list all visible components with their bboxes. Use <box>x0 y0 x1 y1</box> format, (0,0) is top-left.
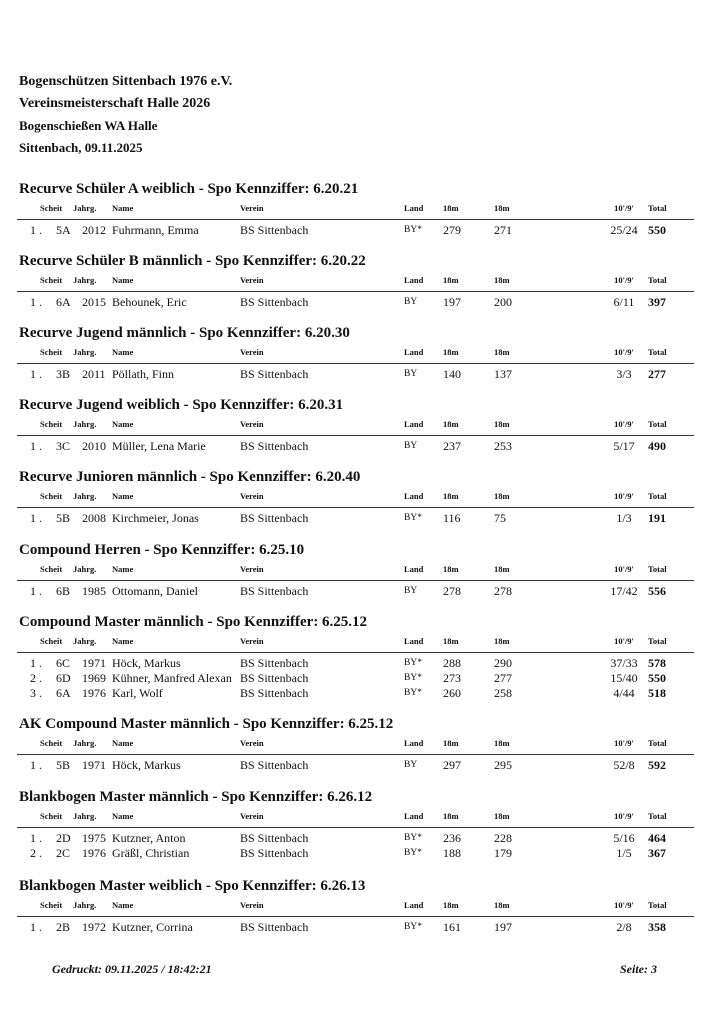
column-header-r2: 18m <box>494 347 510 357</box>
column-header-land: Land <box>404 811 424 821</box>
cell-total: 578 <box>648 656 666 670</box>
cell-total: 592 <box>648 758 666 772</box>
club-name: Bogenschützen Sittenbach 1976 e.V. <box>19 74 233 89</box>
column-header-tens: 10'/9' <box>614 564 634 574</box>
cell-r1: 260 <box>443 686 461 700</box>
cell-r1: 116 <box>443 511 461 525</box>
header-divider <box>17 580 694 581</box>
column-header-jahrg: Jahrg. <box>73 811 97 821</box>
column-header-tens: 10'/9' <box>614 900 634 910</box>
cell-name: Kutzner, Corrina <box>112 920 193 934</box>
section-title: Compound Herren - Spo Kennziffer: 6.25.10 <box>19 542 305 558</box>
cell-tens: 5/17 <box>613 439 635 453</box>
cell-total: 464 <box>648 831 666 845</box>
cell-scheibe: 6C <box>56 656 71 670</box>
header-divider <box>17 219 694 220</box>
cell-verein: BS Sittenbach <box>240 831 309 845</box>
cell-jahrg: 1971 <box>82 656 106 670</box>
table-row <box>0 656 724 671</box>
table-row <box>0 223 724 238</box>
column-header-r1: 18m <box>443 203 459 213</box>
cell-name: Kutzner, Anton <box>112 831 186 845</box>
cell-jahrg: 1976 <box>82 846 106 860</box>
column-header-verein: Verein <box>240 900 264 910</box>
column-header-total: Total <box>648 811 667 821</box>
header-divider <box>17 754 694 755</box>
column-header-scheibe: Scheit <box>40 636 63 646</box>
printed-timestamp: Gedruckt: 09.11.2025 / 18:42:21 <box>52 962 212 976</box>
column-header-r2: 18m <box>494 900 510 910</box>
column-header-r1: 18m <box>443 564 459 574</box>
cell-name: Karl, Wolf <box>112 686 163 700</box>
section-title: Compound Master männlich - Spo Kennziffer: 6.25.12 <box>19 614 368 630</box>
column-header-name: Name <box>112 347 134 357</box>
cell-tens: 25/24 <box>610 223 638 237</box>
cell-jahrg: 1976 <box>82 686 106 700</box>
cell-rank: 2 . <box>30 846 42 860</box>
cell-r2: 271 <box>494 223 512 237</box>
column-header-land: Land <box>404 900 424 910</box>
column-header-total: Total <box>648 347 667 357</box>
discipline-name: Bogenschießen WA Halle <box>19 118 158 133</box>
cell-jahrg: 2012 <box>82 223 106 237</box>
section-title: Recurve Junioren männlich - Spo Kennziffer: 6.20.40 <box>19 469 361 485</box>
column-header-verein: Verein <box>240 491 264 501</box>
cell-jahrg: 1969 <box>82 671 106 685</box>
column-header-land: Land <box>404 636 424 646</box>
cell-jahrg: 1971 <box>82 758 106 772</box>
column-header-r2: 18m <box>494 491 510 501</box>
cell-tens: 5/16 <box>613 831 635 845</box>
cell-scheibe: 6B <box>56 584 71 598</box>
cell-r1: 278 <box>443 584 461 598</box>
cell-scheibe: 5B <box>56 511 71 525</box>
cell-verein: BS Sittenbach <box>240 686 309 700</box>
cell-rank: 1 . <box>30 223 42 237</box>
cell-tens: 1/5 <box>616 846 632 860</box>
column-header-row <box>0 347 724 359</box>
column-header-scheibe: Scheit <box>40 811 63 821</box>
column-header-name: Name <box>112 636 134 646</box>
column-header-r1: 18m <box>443 347 459 357</box>
cell-land: BY <box>404 369 418 379</box>
cell-rank: 3 . <box>30 686 42 700</box>
cell-scheibe: 2C <box>56 846 71 860</box>
header-divider <box>17 827 694 828</box>
cell-r2: 75 <box>494 511 506 525</box>
cell-total: 397 <box>648 295 666 309</box>
column-header-name: Name <box>112 203 134 213</box>
column-header-r1: 18m <box>443 275 459 285</box>
cell-verein: BS Sittenbach <box>240 295 309 309</box>
column-header-row <box>0 491 724 503</box>
column-header-total: Total <box>648 738 667 748</box>
column-header-jahrg: Jahrg. <box>73 738 97 748</box>
cell-name: Müller, Lena Marie <box>112 439 206 453</box>
column-header-r1: 18m <box>443 636 459 646</box>
cell-name: Kühner, Manfred Alexan <box>112 671 232 685</box>
cell-name: Höck, Markus <box>112 656 181 670</box>
cell-rank: 1 . <box>30 367 42 381</box>
header-divider <box>17 291 694 292</box>
column-header-total: Total <box>648 203 667 213</box>
cell-scheibe: 6D <box>56 671 71 685</box>
column-header-row <box>0 811 724 823</box>
column-header-land: Land <box>404 564 424 574</box>
column-header-tens: 10'/9' <box>614 203 634 213</box>
cell-scheibe: 6A <box>56 686 71 700</box>
section-title: Recurve Jugend weiblich - Spo Kennziffer: 6.20.31 <box>19 397 344 413</box>
cell-land: BY <box>404 441 418 451</box>
cell-scheibe: 3C <box>56 439 71 453</box>
cell-tens: 4/44 <box>613 686 635 700</box>
cell-r1: 288 <box>443 656 461 670</box>
page-number: Seite: 3 <box>620 962 657 976</box>
column-header-tens: 10'/9' <box>614 275 634 285</box>
cell-verein: BS Sittenbach <box>240 920 309 934</box>
column-header-tens: 10'/9' <box>614 636 634 646</box>
column-header-r2: 18m <box>494 203 510 213</box>
cell-jahrg: 2015 <box>82 295 106 309</box>
column-header-verein: Verein <box>240 347 264 357</box>
column-header-name: Name <box>112 491 134 501</box>
cell-total: 191 <box>648 511 666 525</box>
cell-r1: 279 <box>443 223 461 237</box>
cell-scheibe: 5B <box>56 758 71 772</box>
cell-r1: 161 <box>443 920 461 934</box>
cell-verein: BS Sittenbach <box>240 367 309 381</box>
column-header-total: Total <box>648 275 667 285</box>
column-header-verein: Verein <box>240 275 264 285</box>
column-header-r2: 18m <box>494 738 510 748</box>
column-header-land: Land <box>404 738 424 748</box>
cell-r2: 228 <box>494 831 512 845</box>
section-title: AK Compound Master männlich - Spo Kennziffer: 6.25.12 <box>19 716 394 732</box>
cell-land: BY <box>404 586 418 596</box>
column-header-scheibe: Scheit <box>40 347 63 357</box>
column-header-verein: Verein <box>240 564 264 574</box>
cell-name: Kirchmeier, Jonas <box>112 511 199 525</box>
cell-rank: 1 . <box>30 831 42 845</box>
table-row <box>0 584 724 599</box>
column-header-r1: 18m <box>443 419 459 429</box>
cell-name: Fuhrmann, Emma <box>112 223 199 237</box>
column-header-jahrg: Jahrg. <box>73 491 97 501</box>
cell-r2: 137 <box>494 367 512 381</box>
column-header-verein: Verein <box>240 636 264 646</box>
column-header-name: Name <box>112 811 134 821</box>
cell-rank: 2 . <box>30 671 42 685</box>
cell-land: BY* <box>404 688 422 698</box>
column-header-r2: 18m <box>494 564 510 574</box>
table-row <box>0 439 724 454</box>
cell-rank: 1 . <box>30 511 42 525</box>
column-header-total: Total <box>648 564 667 574</box>
document-header <box>19 71 232 159</box>
cell-scheibe: 2B <box>56 920 71 934</box>
header-divider <box>17 435 694 436</box>
column-header-name: Name <box>112 275 134 285</box>
cell-r2: 200 <box>494 295 512 309</box>
cell-r2: 290 <box>494 656 512 670</box>
column-header-scheibe: Scheit <box>40 203 63 213</box>
column-header-jahrg: Jahrg. <box>73 203 97 213</box>
column-header-total: Total <box>648 419 667 429</box>
cell-tens: 37/33 <box>610 656 638 670</box>
column-header-name: Name <box>112 564 134 574</box>
column-header-row <box>0 564 724 576</box>
column-header-tens: 10'/9' <box>614 491 634 501</box>
table-row <box>0 686 724 701</box>
cell-land: BY* <box>404 833 422 843</box>
cell-tens: 3/3 <box>616 367 632 381</box>
section-title: Recurve Schüler B männlich - Spo Kennziffer: 6.20.22 <box>19 253 366 269</box>
cell-name: Pöllath, Finn <box>112 367 175 381</box>
cell-rank: 1 . <box>30 295 42 309</box>
column-header-tens: 10'/9' <box>614 347 634 357</box>
cell-jahrg: 1972 <box>82 920 106 934</box>
column-header-scheibe: Scheit <box>40 900 63 910</box>
cell-verein: BS Sittenbach <box>240 671 309 685</box>
cell-name: Gräßl, Christian <box>112 846 190 860</box>
cell-name: Höck, Markus <box>112 758 181 772</box>
column-header-row <box>0 738 724 750</box>
cell-r2: 179 <box>494 846 512 860</box>
column-header-r2: 18m <box>494 636 510 646</box>
column-header-scheibe: Scheit <box>40 738 63 748</box>
cell-scheibe: 6A <box>56 295 71 309</box>
cell-r2: 197 <box>494 920 512 934</box>
cell-r1: 188 <box>443 846 461 860</box>
cell-land: BY* <box>404 922 422 932</box>
place-date: Sittenbach, 09.11.2025 <box>19 140 143 155</box>
table-row <box>0 295 724 310</box>
column-header-r2: 18m <box>494 275 510 285</box>
column-header-total: Total <box>648 636 667 646</box>
cell-r1: 273 <box>443 671 461 685</box>
cell-total: 556 <box>648 584 666 598</box>
column-header-verein: Verein <box>240 419 264 429</box>
column-header-r1: 18m <box>443 811 459 821</box>
column-header-tens: 10'/9' <box>614 811 634 821</box>
header-divider <box>17 507 694 508</box>
cell-r1: 140 <box>443 367 461 381</box>
table-row <box>0 367 724 382</box>
cell-total: 518 <box>648 686 666 700</box>
column-header-scheibe: Scheit <box>40 564 63 574</box>
column-header-jahrg: Jahrg. <box>73 900 97 910</box>
cell-jahrg: 2008 <box>82 511 106 525</box>
section-title: Recurve Schüler A weiblich - Spo Kennziffer: 6.20.21 <box>19 181 359 197</box>
column-header-row <box>0 900 724 912</box>
column-header-tens: 10'/9' <box>614 738 634 748</box>
cell-tens: 52/8 <box>613 758 635 772</box>
column-header-land: Land <box>404 203 424 213</box>
column-header-jahrg: Jahrg. <box>73 347 97 357</box>
column-header-jahrg: Jahrg. <box>73 636 97 646</box>
cell-total: 367 <box>648 846 666 860</box>
cell-jahrg: 1975 <box>82 831 106 845</box>
column-header-r1: 18m <box>443 900 459 910</box>
column-header-total: Total <box>648 491 667 501</box>
table-row <box>0 846 724 861</box>
column-header-name: Name <box>112 738 134 748</box>
column-header-total: Total <box>648 900 667 910</box>
column-header-name: Name <box>112 900 134 910</box>
column-header-jahrg: Jahrg. <box>73 275 97 285</box>
table-row <box>0 671 724 686</box>
column-header-row <box>0 203 724 215</box>
column-header-r2: 18m <box>494 811 510 821</box>
table-row <box>0 831 724 846</box>
table-row <box>0 511 724 526</box>
column-header-verein: Verein <box>240 811 264 821</box>
cell-r1: 237 <box>443 439 461 453</box>
cell-jahrg: 2010 <box>82 439 106 453</box>
column-header-land: Land <box>404 275 424 285</box>
cell-total: 550 <box>648 671 666 685</box>
cell-tens: 17/42 <box>610 584 638 598</box>
cell-scheibe: 3B <box>56 367 71 381</box>
table-row <box>0 758 724 773</box>
cell-rank: 1 . <box>30 920 42 934</box>
column-header-row <box>0 636 724 648</box>
cell-rank: 1 . <box>30 584 42 598</box>
cell-total: 358 <box>648 920 666 934</box>
cell-verein: BS Sittenbach <box>240 846 309 860</box>
cell-verein: BS Sittenbach <box>240 511 309 525</box>
cell-r1: 297 <box>443 758 461 772</box>
column-header-scheibe: Scheit <box>40 275 63 285</box>
cell-land: BY* <box>404 848 422 858</box>
cell-r2: 295 <box>494 758 512 772</box>
column-header-verein: Verein <box>240 738 264 748</box>
section-title: Recurve Jugend männlich - Spo Kennziffer: 6.20.30 <box>19 325 350 341</box>
cell-land: BY* <box>404 673 422 683</box>
cell-total: 490 <box>648 439 666 453</box>
cell-land: BY <box>404 297 418 307</box>
cell-r2: 277 <box>494 671 512 685</box>
header-divider <box>17 363 694 364</box>
section-title: Blankbogen Master weiblich - Spo Kennziffer: 6.26.13 <box>19 878 366 894</box>
cell-land: BY* <box>404 225 422 235</box>
cell-tens: 15/40 <box>610 671 638 685</box>
cell-verein: BS Sittenbach <box>240 223 309 237</box>
column-header-row <box>0 275 724 287</box>
cell-verein: BS Sittenbach <box>240 758 309 772</box>
cell-verein: BS Sittenbach <box>240 584 309 598</box>
cell-jahrg: 2011 <box>82 367 106 381</box>
cell-tens: 1/3 <box>616 511 632 525</box>
column-header-r1: 18m <box>443 738 459 748</box>
column-header-tens: 10'/9' <box>614 419 634 429</box>
cell-r2: 258 <box>494 686 512 700</box>
column-header-land: Land <box>404 491 424 501</box>
cell-r2: 253 <box>494 439 512 453</box>
cell-tens: 6/11 <box>613 295 635 309</box>
header-divider <box>17 916 694 917</box>
cell-land: BY <box>404 760 418 770</box>
event-name: Vereinsmeisterschaft Halle 2026 <box>19 96 211 111</box>
cell-r1: 197 <box>443 295 461 309</box>
column-header-land: Land <box>404 347 424 357</box>
column-header-row <box>0 419 724 431</box>
cell-verein: BS Sittenbach <box>240 439 309 453</box>
cell-tens: 2/8 <box>616 920 632 934</box>
cell-total: 277 <box>648 367 666 381</box>
cell-total: 550 <box>648 223 666 237</box>
header-divider <box>17 652 694 653</box>
column-header-jahrg: Jahrg. <box>73 564 97 574</box>
column-header-r2: 18m <box>494 419 510 429</box>
section-title: Blankbogen Master männlich - Spo Kennziffer: 6.26.12 <box>19 789 373 805</box>
cell-rank: 1 . <box>30 758 42 772</box>
column-header-scheibe: Scheit <box>40 491 63 501</box>
column-header-r1: 18m <box>443 491 459 501</box>
table-row <box>0 920 724 935</box>
cell-rank: 1 . <box>30 439 42 453</box>
cell-name: Ottomann, Daniel <box>112 584 198 598</box>
cell-jahrg: 1985 <box>82 584 106 598</box>
column-header-land: Land <box>404 419 424 429</box>
cell-verein: BS Sittenbach <box>240 656 309 670</box>
column-header-scheibe: Scheit <box>40 419 63 429</box>
column-header-jahrg: Jahrg. <box>73 419 97 429</box>
cell-scheibe: 5A <box>56 223 71 237</box>
cell-r2: 278 <box>494 584 512 598</box>
cell-land: BY* <box>404 513 422 523</box>
cell-land: BY* <box>404 658 422 668</box>
cell-rank: 1 . <box>30 656 42 670</box>
column-header-verein: Verein <box>240 203 264 213</box>
cell-r1: 236 <box>443 831 461 845</box>
cell-scheibe: 2D <box>56 831 71 845</box>
cell-name: Behounek, Eric <box>112 295 187 309</box>
column-header-name: Name <box>112 419 134 429</box>
